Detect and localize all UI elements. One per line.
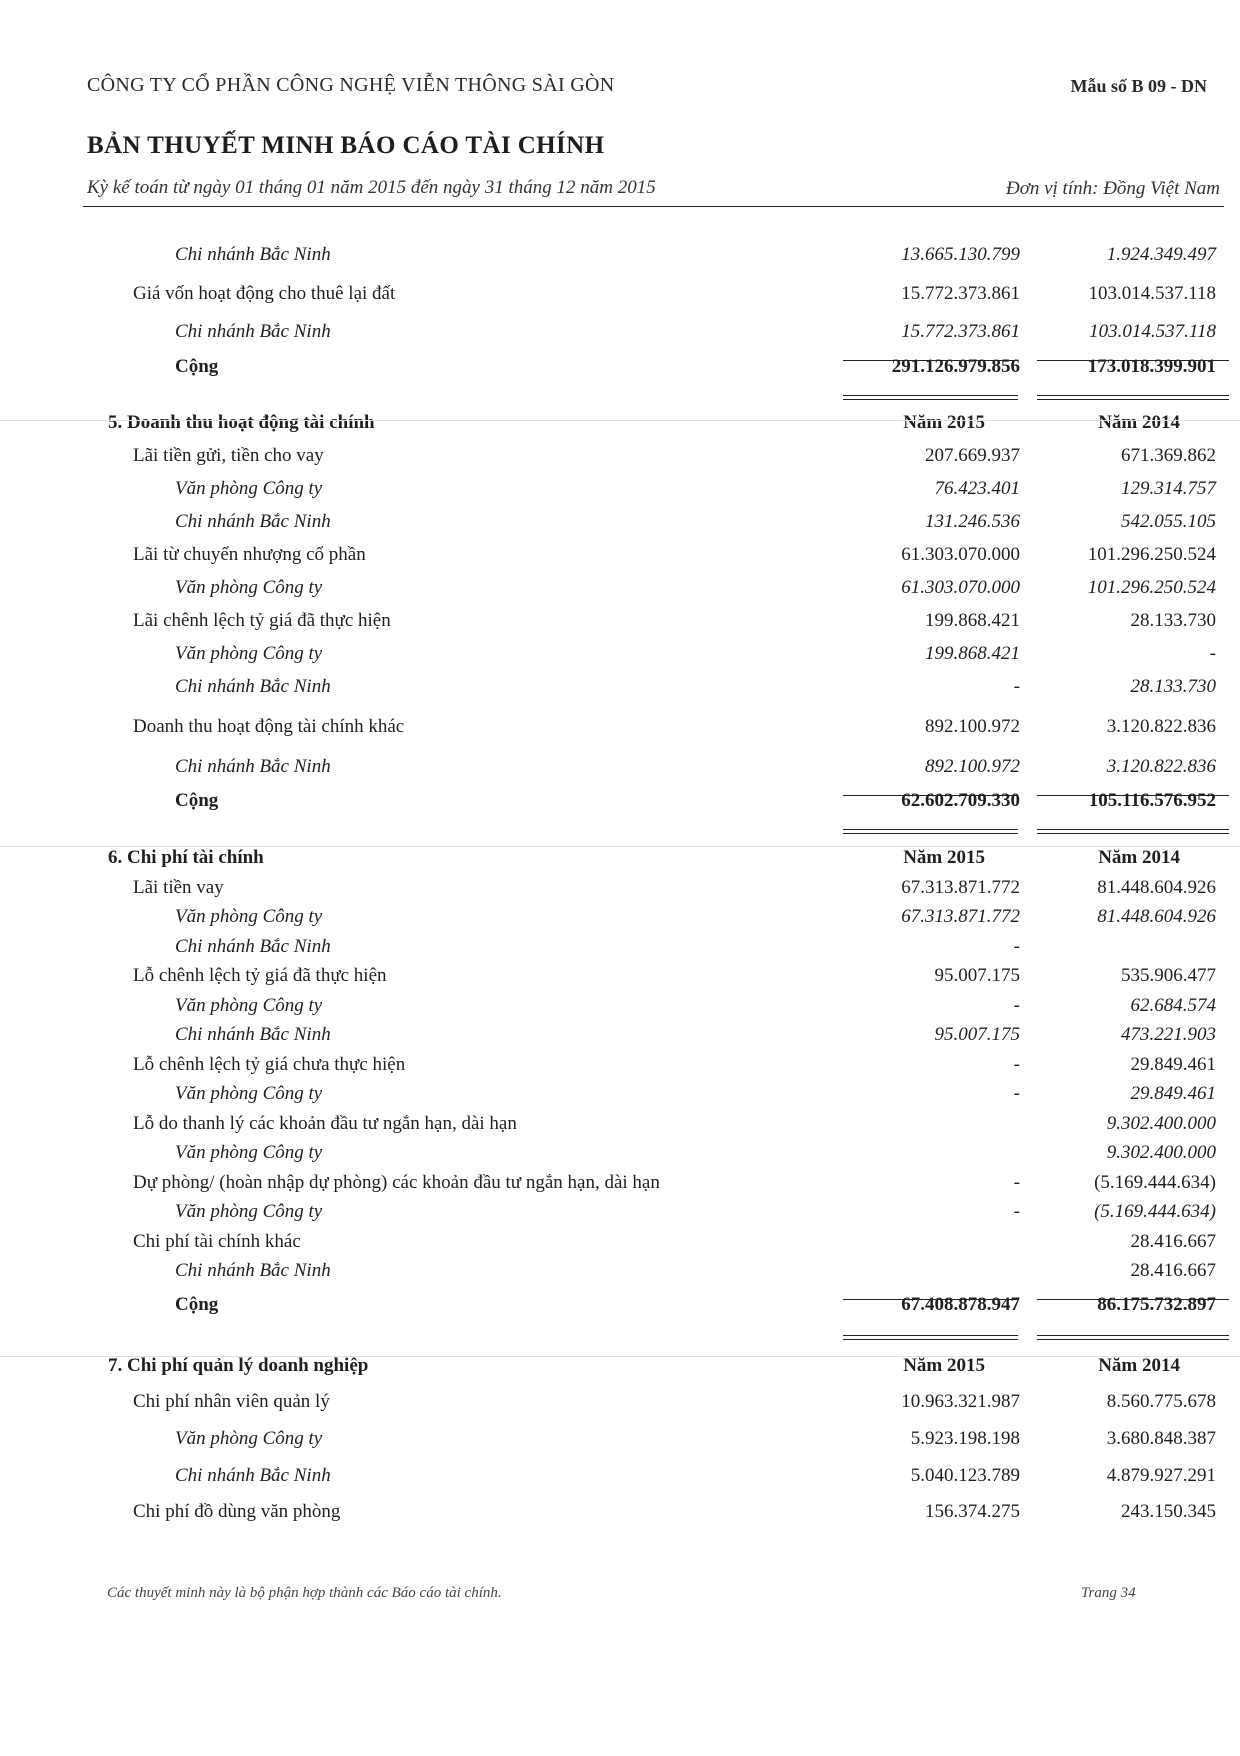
subtotal-rule [1037, 1299, 1229, 1300]
table-row [0, 1022, 1240, 1048]
total-row [0, 1292, 1240, 1318]
value-2015: - [1013, 1201, 1020, 1222]
table-row [0, 993, 1240, 1019]
value-2014: 129.314.757 [1121, 478, 1216, 499]
total-double-rule [843, 1335, 1018, 1340]
row-label: Lãi tiền gửi, tiền cho vay [133, 445, 324, 466]
value-2015: 61.303.070.000 [901, 577, 1020, 598]
value-2014: 3.120.822.836 [1106, 756, 1216, 777]
subtotal-rule [843, 1299, 1018, 1300]
subtotal-rule [843, 795, 1018, 796]
table-row [0, 934, 1240, 960]
value-2015: 199.868.421 [925, 610, 1020, 631]
value-2014: 105.116.576.952 [1088, 790, 1216, 811]
row-label: Lỗ do thanh lý các khoản đầu tư ngắn hạn, dài hạn [133, 1113, 517, 1134]
value-2014: 9.302.400.000 [1106, 1142, 1216, 1163]
table-row [0, 1426, 1240, 1452]
table-row [0, 1229, 1240, 1255]
column-header-2014: Năm 2014 [1098, 847, 1180, 868]
value-2015: 5.040.123.789 [910, 1465, 1020, 1486]
row-label: Cộng [175, 1294, 219, 1315]
row-label: Chi nhánh Bắc Ninh [175, 1465, 331, 1486]
table-row [0, 1052, 1240, 1078]
value-2014: 3.120.822.836 [1106, 716, 1216, 737]
value-2014: - [1209, 643, 1216, 664]
table-row [0, 1081, 1240, 1107]
value-2014: 3.680.848.387 [1106, 1428, 1216, 1449]
subtotal-rule [843, 360, 1018, 361]
value-2014: 542.055.105 [1121, 511, 1216, 532]
subtotal-rule [1037, 360, 1229, 361]
value-2014: 101.296.250.524 [1087, 544, 1216, 565]
section-title: 6. Chi phí tài chính [108, 847, 264, 868]
value-2014: 9.302.400.000 [1106, 1113, 1216, 1134]
row-label: Chi nhánh Bắc Ninh [175, 1260, 331, 1281]
value-2015: 10.963.321.987 [901, 1391, 1020, 1412]
row-label: Văn phòng Công ty [175, 478, 323, 499]
section-separator [0, 420, 1240, 421]
value-2014: 101.296.250.524 [1087, 577, 1216, 598]
table-row [0, 875, 1240, 901]
table-row [0, 1170, 1240, 1196]
value-2014: 28.133.730 [1130, 610, 1216, 631]
row-label: Giá vốn hoạt động cho thuê lại đất [133, 283, 396, 304]
value-2015: 95.007.175 [934, 1024, 1020, 1045]
subtotal-rule [1037, 795, 1229, 796]
row-label: Chi nhánh Bắc Ninh [175, 676, 331, 697]
row-label: Chi nhánh Bắc Ninh [175, 936, 331, 957]
table-row [0, 904, 1240, 930]
row-label: Lãi chênh lệch tỷ giá đã thực hiện [133, 610, 391, 631]
table-row [0, 476, 1240, 502]
value-2014: 671.369.862 [1121, 445, 1216, 466]
value-2015: 5.923.198.198 [910, 1428, 1020, 1449]
row-label: Văn phòng Công ty [175, 1083, 323, 1104]
table-row [0, 754, 1240, 780]
table-row [0, 963, 1240, 989]
total-row [0, 354, 1240, 380]
value-2015: 95.007.175 [934, 965, 1020, 986]
value-2015: 67.408.878.947 [901, 1294, 1020, 1315]
table-row [0, 1389, 1240, 1415]
table-row [0, 281, 1240, 307]
value-2014: 81.448.604.926 [1097, 906, 1216, 927]
value-2015: 207.669.937 [925, 445, 1020, 466]
row-label: Văn phòng Công ty [175, 1142, 323, 1163]
table-row [0, 509, 1240, 535]
value-2014: 86.175.732.897 [1097, 1294, 1216, 1315]
section-separator [0, 1356, 1240, 1357]
value-2014: (5.169.444.634) [1094, 1172, 1216, 1193]
row-label: Văn phòng Công ty [175, 643, 323, 664]
table-row [0, 641, 1240, 667]
row-label: Lãi tiền vay [133, 877, 224, 898]
table-row [0, 575, 1240, 601]
table-row [0, 1463, 1240, 1489]
value-2015: 15.772.373.861 [901, 283, 1020, 304]
value-2015: 67.313.871.772 [901, 877, 1020, 898]
total-row [0, 788, 1240, 814]
table-row [0, 1258, 1240, 1284]
value-2015: - [1013, 995, 1020, 1016]
value-2014: 81.448.604.926 [1097, 877, 1216, 898]
row-label: Dự phòng/ (hoàn nhập dự phòng) các khoản đầu tư ngắn hạn, dài hạn [133, 1172, 660, 1193]
column-header-2014: Năm 2014 [1098, 1355, 1180, 1376]
row-label: Lãi từ chuyển nhượng cổ phần [133, 544, 366, 565]
value-2015: - [1013, 1054, 1020, 1075]
table-row [0, 443, 1240, 469]
column-header-2015: Năm 2015 [903, 412, 985, 433]
value-2014: 103.014.537.118 [1088, 283, 1216, 304]
column-header-2015: Năm 2015 [903, 1355, 985, 1376]
value-2015: 131.246.536 [925, 511, 1020, 532]
total-double-rule [843, 829, 1018, 834]
value-2014: 173.018.399.901 [1087, 356, 1216, 377]
row-label: Văn phòng Công ty [175, 577, 323, 598]
value-2014: 8.560.775.678 [1106, 1391, 1216, 1412]
row-label: Chi nhánh Bắc Ninh [175, 1024, 331, 1045]
section-separator [0, 846, 1240, 847]
column-header-2014: Năm 2014 [1098, 412, 1180, 433]
table-row [0, 1140, 1240, 1166]
value-2015: - [1013, 1172, 1020, 1193]
row-label: Chi nhánh Bắc Ninh [175, 756, 331, 777]
row-label: Chi phí tài chính khác [133, 1231, 301, 1252]
column-header-2015: Năm 2015 [903, 847, 985, 868]
value-2015: 291.126.979.856 [891, 356, 1020, 377]
row-label: Cộng [175, 356, 219, 377]
value-2014: 1.924.349.497 [1106, 244, 1216, 265]
total-double-rule [843, 395, 1018, 400]
form-number: Mẫu số B 09 - DN [1070, 76, 1207, 96]
table-row [0, 1199, 1240, 1225]
footer-note: Các thuyết minh này là bộ phận hợp thành các Báo cáo tài chính. [107, 1585, 502, 1601]
row-label: Văn phòng Công ty [175, 906, 323, 927]
table-row [0, 1499, 1240, 1525]
row-label: Chi nhánh Bắc Ninh [175, 244, 331, 265]
total-double-rule [1037, 829, 1229, 834]
table-row [0, 542, 1240, 568]
row-label: Chi nhánh Bắc Ninh [175, 321, 331, 342]
value-2014: 62.684.574 [1130, 995, 1216, 1016]
row-label: Văn phòng Công ty [175, 1428, 323, 1449]
value-2015: - [1013, 1083, 1020, 1104]
value-2015: 199.868.421 [925, 643, 1020, 664]
value-2015: 67.313.871.772 [901, 906, 1020, 927]
row-label: Chi nhánh Bắc Ninh [175, 511, 331, 532]
value-2015: 61.303.070.000 [901, 544, 1020, 565]
table-row [0, 608, 1240, 634]
value-2015: 62.602.709.330 [901, 790, 1020, 811]
value-2014: 29.849.461 [1130, 1054, 1216, 1075]
table-row [0, 674, 1240, 700]
table-row [0, 319, 1240, 345]
reporting-period: Kỳ kế toán từ ngày 01 tháng 01 năm 2015 đến ngày 31 tháng 12 năm 2015 [87, 177, 656, 198]
table-row [0, 242, 1240, 268]
page-number: Trang 34 [1081, 1585, 1136, 1601]
row-label: Chi phí nhân viên quản lý [133, 1391, 330, 1412]
value-2014: (5.169.444.634) [1094, 1201, 1216, 1222]
value-2015: 892.100.972 [925, 716, 1020, 737]
row-label: Lỗ chênh lệch tỷ giá đã thực hiện [133, 965, 387, 986]
table-row [0, 714, 1240, 740]
table-row [0, 1111, 1240, 1137]
value-2014: 243.150.345 [1121, 1501, 1216, 1522]
section-title: 5. Doanh thu hoạt động tài chính [108, 412, 375, 433]
section-heading-row [0, 845, 1240, 871]
value-2015: 156.374.275 [925, 1501, 1020, 1522]
value-2014: 29.849.461 [1130, 1083, 1216, 1104]
row-label: Cộng [175, 790, 219, 811]
company-name: CÔNG TY CỔ PHẦN CÔNG NGHỆ VIỄN THÔNG SÀI GÒN [87, 74, 615, 96]
value-2014: 473.221.903 [1121, 1024, 1216, 1045]
value-2014: 28.416.667 [1130, 1260, 1216, 1281]
section-heading-row [0, 410, 1240, 436]
value-2015: 13.665.130.799 [901, 244, 1020, 265]
currency-unit: Đơn vị tính: Đồng Việt Nam [1005, 178, 1220, 199]
row-label: Văn phòng Công ty [175, 1201, 323, 1222]
row-label: Chi phí đồ dùng văn phòng [133, 1501, 341, 1522]
row-label: Văn phòng Công ty [175, 995, 323, 1016]
value-2015: 892.100.972 [925, 756, 1020, 777]
value-2015: 76.423.401 [934, 478, 1020, 499]
total-double-rule [1037, 1335, 1229, 1340]
value-2015: 15.772.373.861 [901, 321, 1020, 342]
value-2015: - [1013, 936, 1020, 957]
report-title: BẢN THUYẾT MINH BÁO CÁO TÀI CHÍNH [87, 132, 605, 159]
row-label: Lỗ chênh lệch tỷ giá chưa thực hiện [133, 1054, 406, 1075]
value-2014: 28.416.667 [1130, 1231, 1216, 1252]
value-2014: 535.906.477 [1121, 965, 1216, 986]
row-label: Doanh thu hoạt động tài chính khác [133, 716, 405, 737]
value-2014: 28.133.730 [1130, 676, 1216, 697]
total-double-rule [1037, 395, 1229, 400]
value-2014: 4.879.927.291 [1106, 1465, 1216, 1486]
value-2015: - [1013, 676, 1020, 697]
value-2014: 103.014.537.118 [1089, 321, 1216, 342]
section-title: 7. Chi phí quản lý doanh nghiệp [108, 1355, 369, 1376]
